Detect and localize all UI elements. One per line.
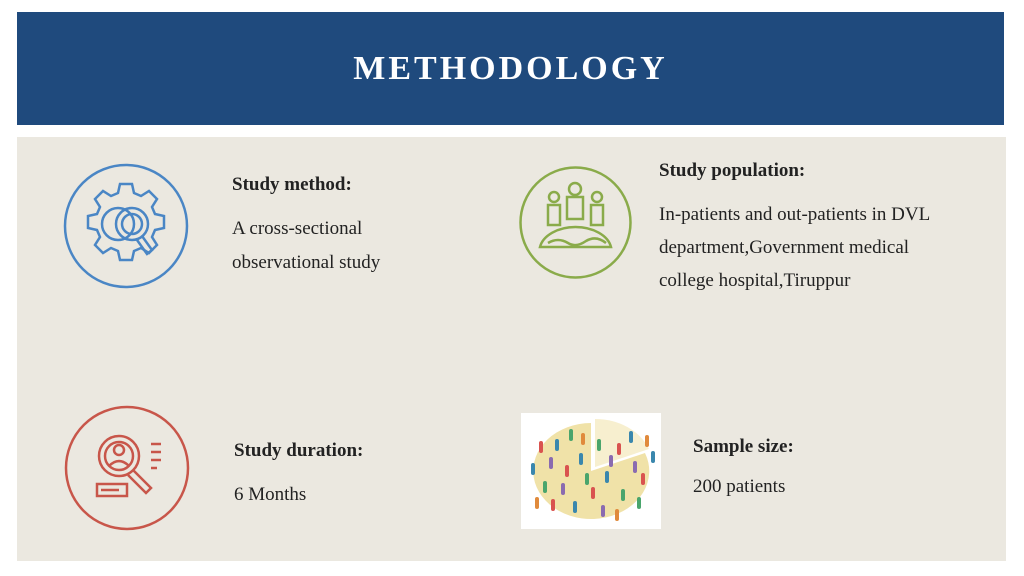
person-search-icon [63, 404, 191, 532]
crowd-pie-image [521, 413, 661, 529]
study-population-line-1: In-patients and out-patients in DVL [659, 204, 931, 225]
study-method-heading: Study method: [232, 174, 352, 195]
study-population-line-2: department,Government medical [659, 237, 910, 258]
study-population-line-3: college hospital,Tiruppur [659, 270, 851, 291]
study-population-heading: Study population: [659, 160, 806, 181]
page-title: METHODOLOGY [353, 50, 668, 87]
gear-magnifier-icon [62, 162, 190, 290]
study-duration-value: 6 Months [234, 484, 307, 505]
sample-size-heading: Sample size: [693, 436, 794, 457]
study-method-line-2: observational study [232, 252, 381, 273]
title-bar [17, 12, 1004, 125]
people-globe-icon [518, 165, 633, 280]
study-method-line-1: A cross-sectional [232, 218, 363, 239]
sample-size-value: 200 patients [693, 476, 786, 497]
study-duration-heading: Study duration: [234, 440, 364, 461]
